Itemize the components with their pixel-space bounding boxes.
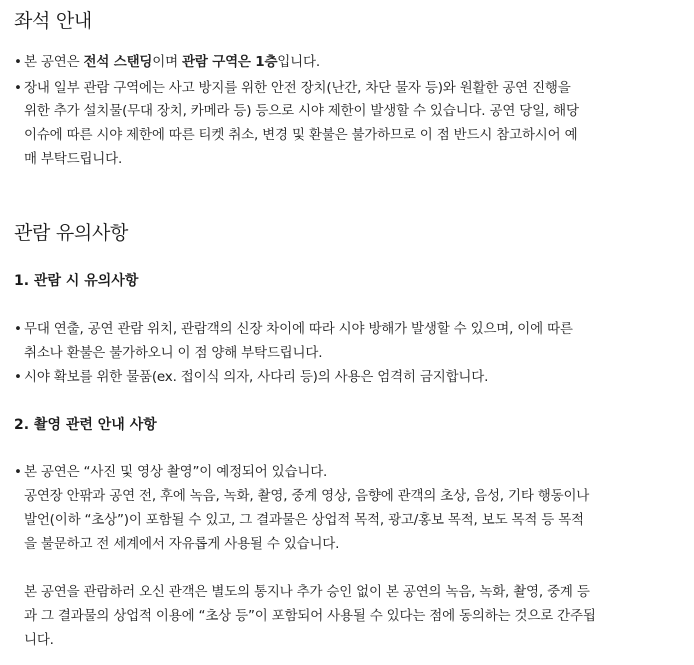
sec1-bullet-1-line-2: 취소나 환불은 불가하오니 이 점 양해 부탁드립니다.	[24, 345, 323, 361]
sec2-bullet-1-line-2: 공연장 안팎과 공연 전, 후에 녹음, 녹화, 촬영, 중계 영상, 음향에 관객의 초상, 음성, 기타 행동이나	[24, 488, 590, 504]
sec2-bullet-1-line-3: 발언(이하 “초상”)이 포함될 수 있고, 그 결과물은 상업적 목적, 광고/홍보 목적, 보도 목적 등 목적	[24, 512, 584, 528]
sec1-bullet-1-line-1: • 무대 연출, 공연 관람 위치, 관람객의 신장 차이에 따라 시야 방해가 발생할 수 있으며, 이에 따른	[14, 317, 573, 341]
sec2-para-line-1: 본 공연을 관람하러 오신 관객은 별도의 통지나 추가 승인 없이 본 공연의 녹음, 녹화, 촬영, 중계 등	[24, 584, 590, 600]
sec2-bullet-1-line-1: • 본 공연은 “사진 및 영상 촬영”이 예정되어 있습니다.	[14, 460, 327, 484]
section-2-heading: 2. 촬영 관련 안내 사항	[14, 417, 157, 433]
seat-bullet-2-line-2: 위한 추가 설치물(무대 장치, 카메라 등) 등으로 시야 제한이 발생할 수 있습니다. 공연 당일, 해당	[24, 103, 579, 119]
seat-bullet-1	[14, 50, 320, 74]
seat-bullet-2-line-1: • 장내 일부 관람 구역에는 사고 방지를 위한 안전 장치(난간, 차단 물자 등)와 원활한 공연 진행을	[14, 76, 571, 100]
seat-bullet-1-text-c: 입니다.	[277, 54, 320, 70]
notice-title: 관람 유의사항	[14, 222, 129, 244]
seat-bullet-1-text-a: 본 공연은	[24, 54, 84, 70]
seat-bullet-2-line-4: 매 부탁드립니다.	[24, 151, 123, 167]
sec2-para-line-2: 과 그 결과물의 상업적 이용에 “초상 등”이 포함되어 사용될 수 있다는 점에 동의하는 것으로 간주됩	[24, 608, 596, 624]
section-1-heading: 1. 관람 시 유의사항	[14, 273, 139, 289]
sec1-bullet-2: • 시야 확보를 위한 물품(ex. 접이식 의자, 사다리 등)의 사용은 엄격히 금지합니다.	[14, 365, 488, 389]
sec2-para-line-3: 니다.	[24, 632, 54, 648]
seat-bullet-1-text-b: 이며	[152, 54, 183, 70]
seat-bullet-1-strong-a: 전석 스탠딩	[83, 54, 153, 70]
seat-info-title: 좌석 안내	[14, 10, 92, 32]
seat-bullet-1-strong-b: 관람 구역은 1층	[182, 54, 278, 70]
seat-bullet-2-line-3: 이슈에 따른 시야 제한에 따른 티켓 취소, 변경 및 환불은 불가하므로 이 점 반드시 참고하시어 예	[24, 127, 578, 143]
sec2-bullet-1-line-4: 을 불문하고 전 세계에서 자유롭게 사용될 수 있습니다.	[24, 536, 340, 552]
